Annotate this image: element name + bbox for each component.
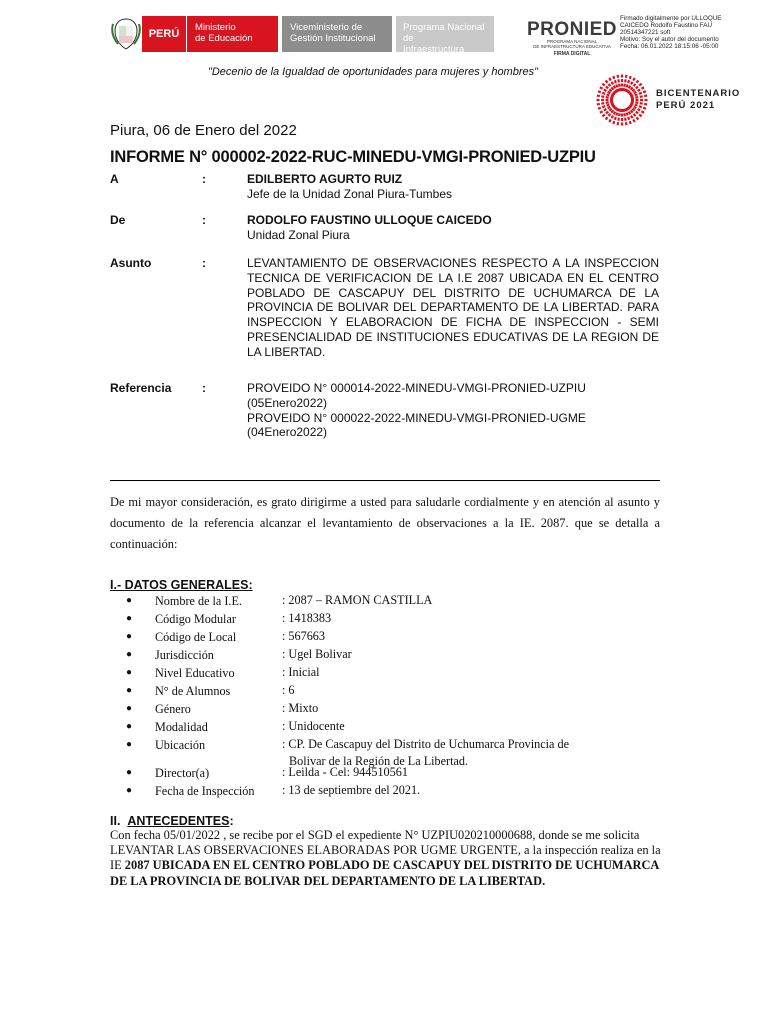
section-2-title: II. ANTECEDENTES: bbox=[110, 814, 234, 828]
bicentenario-logo: BICENTENARIO PERÚ 2021 bbox=[594, 72, 740, 128]
slogan: "Decenio de la Igualdad de oportunidades para mujeres y hombres" bbox=[207, 66, 539, 78]
list-item: ● N° de Alumnos : 6 bbox=[126, 683, 295, 698]
subject-text: LEVANTAMIENTO DE OBSERVACIONES RESPECTO A LA INSPECCION TECNICA DE VERIFICACION DE LA I.E 2087 UBICADA EN EL CENTRO POBLADO DE CASCAPUY DEL DISTRITO DE UCHUMARCA DE LA PROVINCIA DE BOLIVAR DEL DEPARTAMENTO DE LA LIBERTAD. PARA INSPECCION Y ELABORACION DE FICHA DE INSPECCION - SEMI PRESENCIALIDAD DE INSTITUCIONES EDUCATIVAS DE LA REGION DE LA LIBERTAD. bbox=[247, 256, 659, 359]
peru-label: PERÚ bbox=[142, 16, 186, 52]
bullet: ● bbox=[126, 631, 133, 642]
ministerio-label: Ministerio de Educación bbox=[186, 16, 278, 52]
list-item: ● Ubicación : CP. De Cascapuy del Distrito de Uchumarca Provincia de Bolivar de la Región de La Libertad. bbox=[126, 737, 570, 768]
antecedentes-paragraph: Con fecha 05/01/2022 , se recibe por el SGD el expediente N° UZPIU020210000688, donde se me solicita LEVANTAR LAS OBSERVACIONES ELABORADAS POR UGME URGENTE, a la inspección realiza en la IE 2087 UBICADA EN EL CENTRO POBLADO DE CASCAPUY DEL DISTRITO DE UCHUMARCA DE LA PROVINCIA DE BOLIVAR DEL DEPARTAMENTO DE LA LIBERTAD. bbox=[110, 828, 661, 888]
bullet: ● bbox=[126, 785, 133, 796]
digital-signature-stamp: Firmado digitalmente por ULLOQUE CAICEDO Rodolfo Faustino FAU 20514347221 soft Motivo: Soy el autor del documento Fecha: 06.01.2022 18:15:06 -05:00 bbox=[620, 15, 722, 50]
recipient-role: Jefe de la Unidad Zonal Piura-Tumbes bbox=[247, 186, 452, 201]
bullet: ● bbox=[126, 703, 133, 714]
divider bbox=[110, 480, 660, 481]
list-item: ● Género : Mixto bbox=[126, 701, 319, 716]
bullet: ● bbox=[126, 767, 133, 778]
institution-banner bbox=[110, 16, 494, 66]
bullet: ● bbox=[126, 685, 133, 696]
sender-name: RODOLFO FAUSTINO ULLOQUE CAICEDO bbox=[247, 213, 492, 227]
place-and-date: Piura, 06 de Enero del 2022 bbox=[110, 122, 297, 139]
datos-generales-list bbox=[126, 592, 666, 800]
list-item: ● Nivel Educativo : Inicial bbox=[126, 665, 320, 680]
pronied-logo: PRONIED PROGRAMA NACIONAL DE INFRAESTRUCTURA EDUCATIVA FIRMA DIGITAL bbox=[524, 20, 620, 57]
pronied-wordmark: PRONIED bbox=[526, 19, 618, 40]
list-item: ● Código de Local : 567663 bbox=[126, 629, 325, 644]
recipient-name: EDILBERTO AGURTO RUIZ bbox=[247, 172, 403, 186]
bullet: ● bbox=[126, 595, 133, 606]
bullet: ● bbox=[126, 667, 133, 678]
list-item: ● Jurisdicción : Ugel Bolivar bbox=[126, 647, 352, 662]
list-item: ● Fecha de Inspección : 13 de septiembre del 2021. bbox=[126, 783, 421, 798]
list-item: ● Director(a) : Leilda - Cel: 944510561 bbox=[126, 765, 408, 780]
reference-list: PROVEIDO N° 000014-2022-MINEDU-VMGI-PRONIED-UZPIU (05Enero2022) PROVEIDO N° 000022-2022-MINEDU-VMGI-PRONIED-UGME (04Enero2022) bbox=[247, 381, 586, 440]
report-title: INFORME N° 000002-2022-RUC-MINEDU-VMGI-PRONIED-UZPIU bbox=[110, 148, 596, 166]
firma-digital-label: FIRMA DIGITAL bbox=[553, 51, 591, 57]
bullet: ● bbox=[126, 721, 133, 732]
list-item: ● Modalidad : Unidocente bbox=[126, 719, 345, 734]
viceministerio-label: Viceministerio de Gestión Institucional bbox=[282, 16, 392, 52]
list-item: ● Nombre de la I.E. : 2087 – RAMON CASTILLA bbox=[126, 593, 433, 608]
list-item: ● Código Modular : 1418383 bbox=[126, 611, 332, 626]
bullet: ● bbox=[126, 613, 133, 624]
sender-role: Unidad Zonal Piura bbox=[247, 227, 350, 242]
bicentenario-emblem-icon bbox=[594, 72, 650, 128]
programa-label: Programa Nacional de Infraestructura Educativa bbox=[396, 16, 494, 52]
bullet: ● bbox=[126, 649, 133, 660]
intro-paragraph: De mi mayor consideración, es grato dirigirme a usted para saludarle cordialmente y en atención al asunto y documento de la referencia alcanzar el levantamiento de observaciones a la IE. 2087. que se detalla a continuación: bbox=[110, 495, 660, 551]
bullet: ● bbox=[126, 739, 133, 750]
section-1-title: I.- DATOS GENERALES: bbox=[110, 578, 253, 592]
peru-coat-of-arms-icon bbox=[110, 16, 142, 52]
